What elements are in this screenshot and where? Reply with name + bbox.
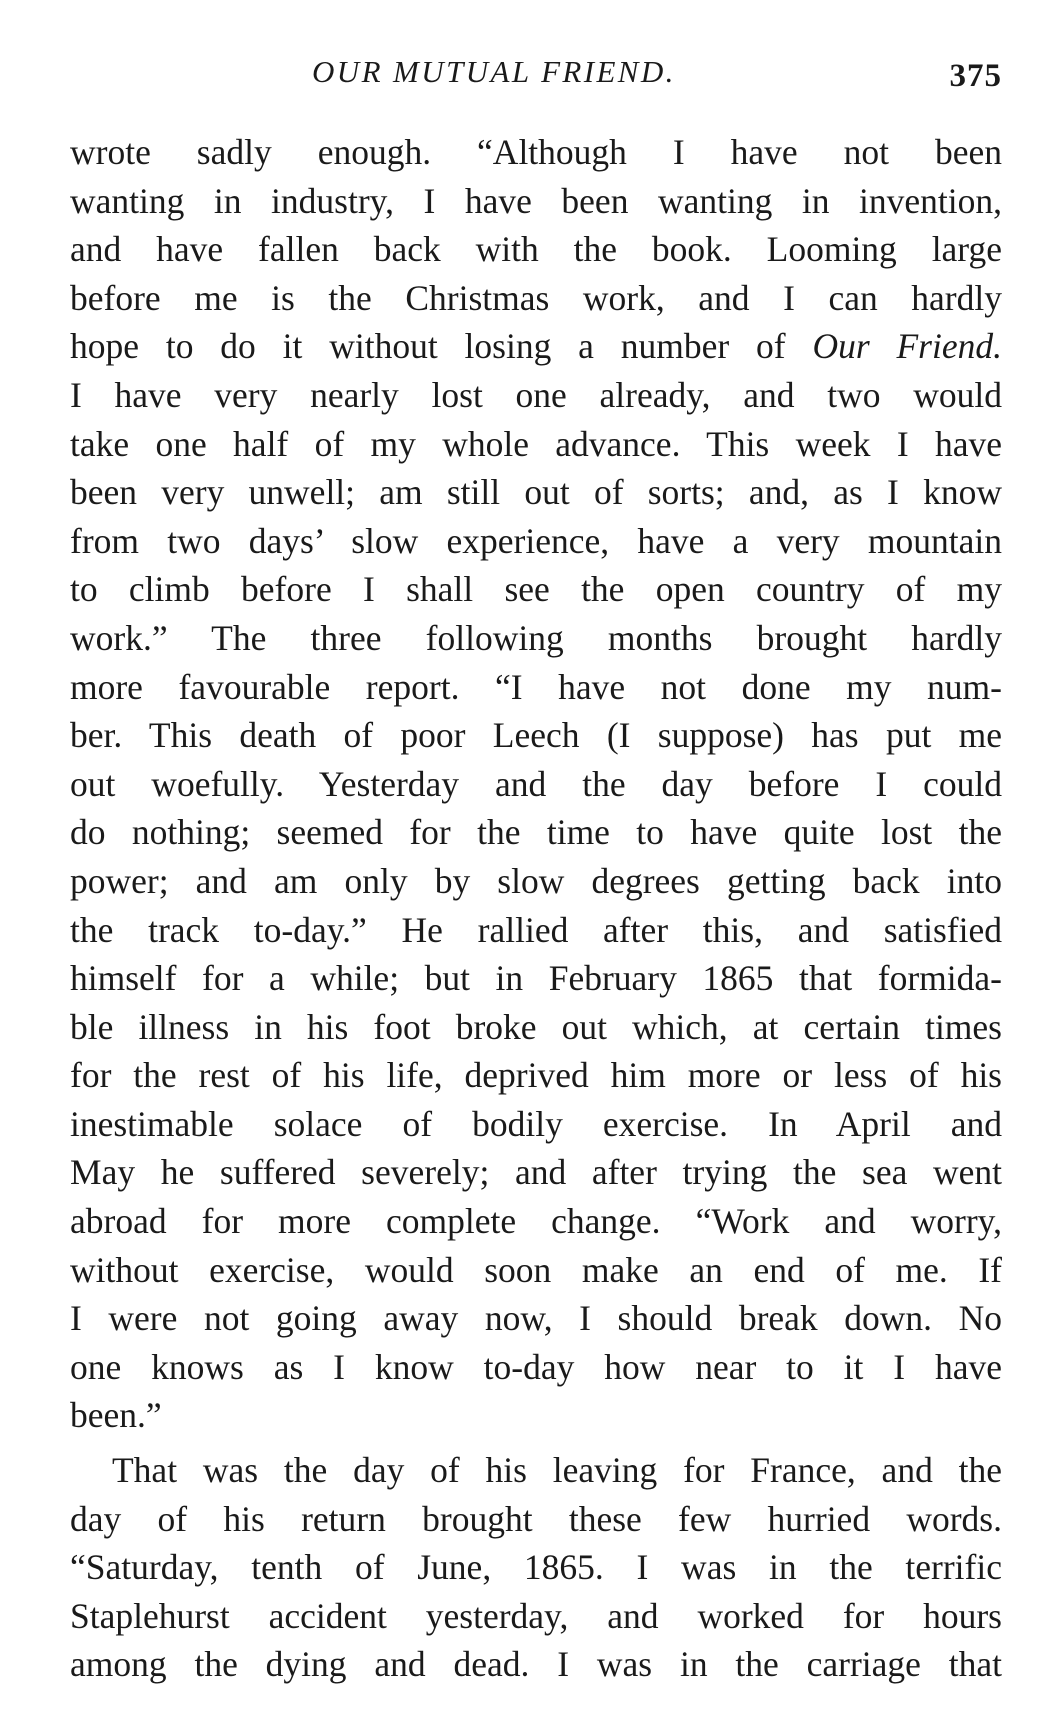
text-line: I have very nearly lost one already, and two would — [70, 374, 1002, 415]
text-line: and have fallen back with the book. Looming large — [70, 229, 1002, 270]
text-line: been very unwell; am still out of sorts; and, as I know — [70, 472, 1002, 513]
text-line: take one half of my whole advance. This week I have — [70, 423, 1002, 464]
text-line: do nothing; seemed for the time to have quite lost the — [70, 812, 1002, 853]
text-line: without exercise, would soon make an end of me. If — [70, 1249, 1002, 1290]
text-line: been.” — [70, 1395, 162, 1436]
text-line: one knows as I know to-day how near to it I have — [70, 1346, 1002, 1387]
text-line: to climb before I shall see the open country of my — [70, 569, 1002, 610]
text-line: himself for a while; but in February 1865 that formida- — [70, 958, 1002, 999]
text-line: out woefully. Yesterday and the day before I could — [70, 763, 1002, 804]
paragraph-2 — [70, 1446, 1002, 1689]
running-title: OUR MUTUAL FRIEND. — [312, 54, 676, 89]
text-line: May he suffered severely; and after trying the sea went — [70, 1152, 1002, 1193]
text-line: work.” The three following months brought hardly — [70, 617, 1002, 658]
text-line: wrote sadly enough. “Although I have not been — [70, 132, 1002, 172]
text-line: hope to do it without losing a number of Our Friend. — [70, 326, 1002, 367]
italic-title: Our Friend. — [812, 326, 1002, 367]
text-line: wanting in industry, I have been wanting in invention, — [70, 180, 1002, 221]
text-line: power; and am only by slow degrees getting back into — [70, 860, 1002, 901]
paragraph-1 — [70, 128, 1002, 1440]
text-line: the track to-day.” He rallied after this, and satisfied — [70, 909, 1002, 950]
text-line: before me is the Christmas work, and I can hardly — [70, 277, 1002, 318]
text-line: more favourable report. “I have not done my num- — [70, 666, 1002, 707]
running-head — [0, 52, 1052, 96]
text-line: Staplehurst accident yesterday, and worked for hours — [70, 1595, 1002, 1636]
text-line: ber. This death of poor Leech (I suppose) has put me — [70, 715, 1002, 756]
text-line: ble illness in his foot broke out which, at certain times — [70, 1006, 1002, 1047]
text-line: among the dying and dead. I was in the carriage that — [70, 1644, 1002, 1685]
text-line: abroad for more complete change. “Work and worry, — [70, 1201, 1002, 1242]
text-line: for the rest of his life, deprived him more or less of his — [70, 1055, 1002, 1096]
text-line: “Saturday, tenth of June, 1865. I was in the terrific — [70, 1547, 1002, 1588]
text-line: day of his return brought these few hurried words. — [70, 1498, 1002, 1539]
text-line: from two days’ slow experience, have a very mountain — [70, 520, 1002, 561]
text-line: I were not going away now, I should break down. No — [70, 1298, 1002, 1339]
text-line: inestimable solace of bodily exercise. In April and — [70, 1103, 1002, 1144]
body-text — [70, 128, 1002, 1689]
page-number: 375 — [949, 58, 1002, 94]
text-line: That was the day of his leaving for France, and the — [112, 1450, 1002, 1491]
